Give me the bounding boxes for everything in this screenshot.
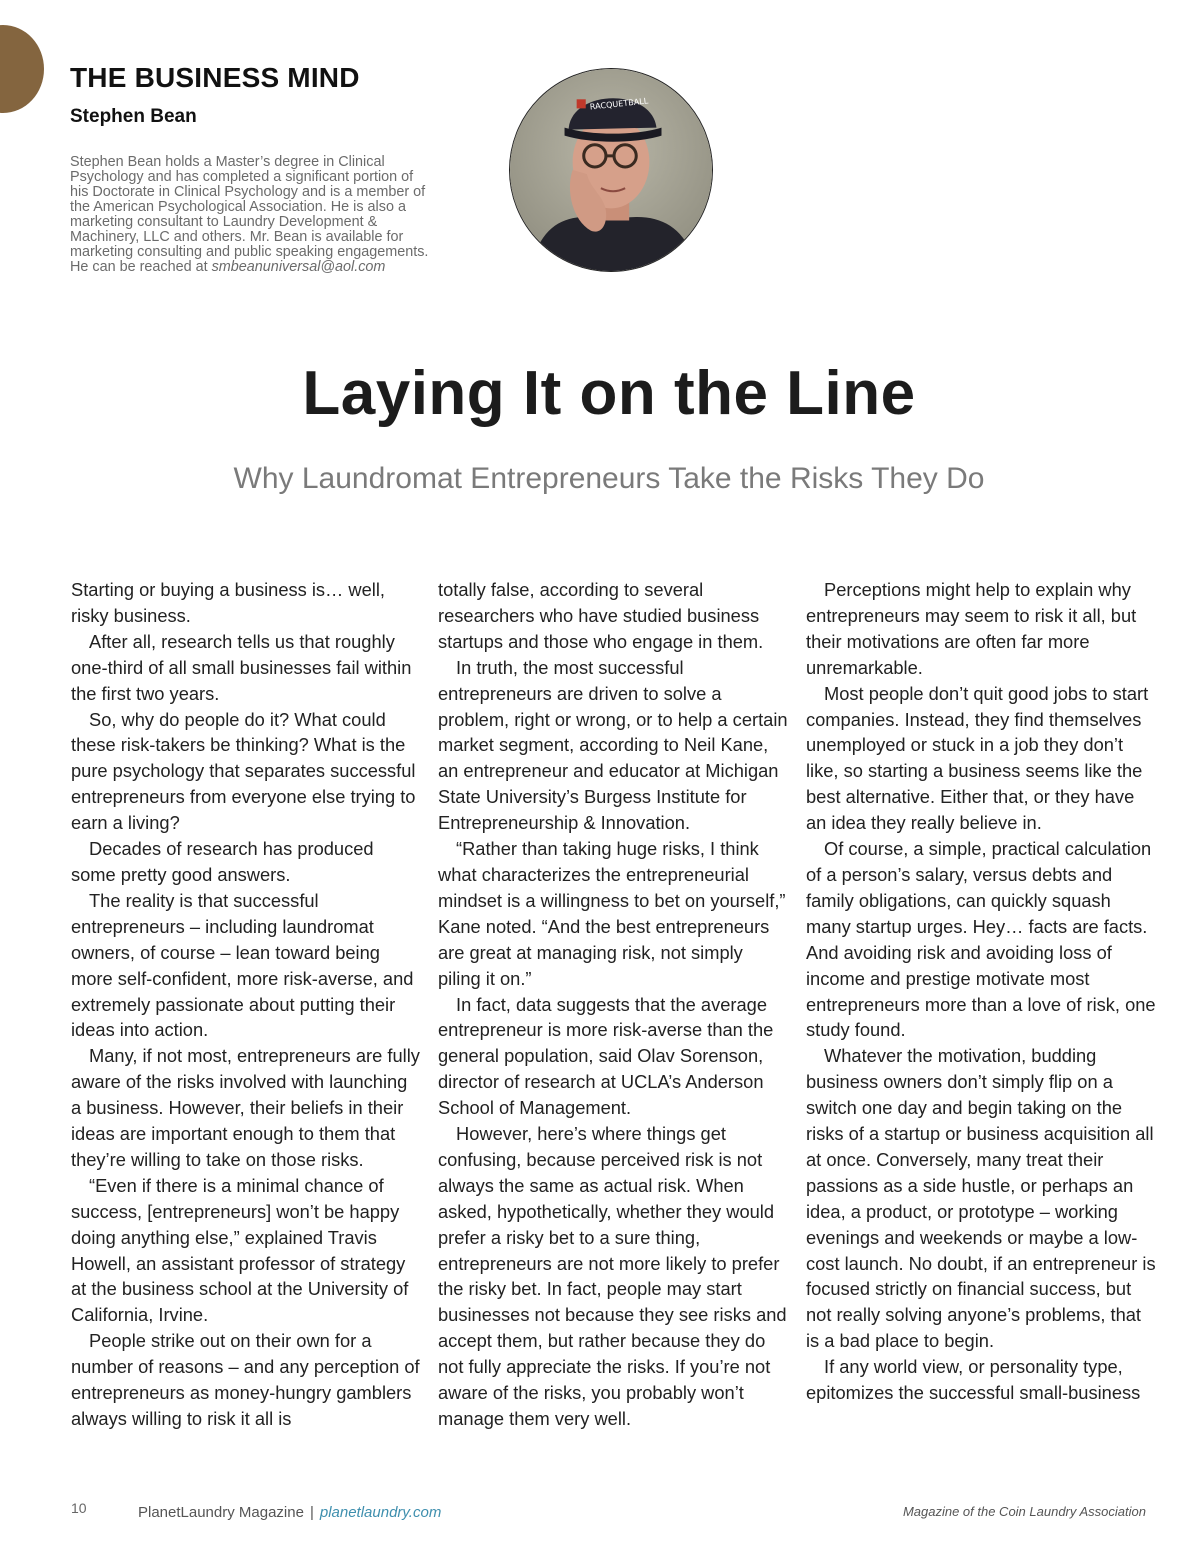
paragraph: Of course, a simple, practical calculation of a person’s salary, versus debts and family obligations, can quickly squash many startup urges. Hey… facts are facts. And avoiding risk and avoiding loss of income and prestige motivate most entrepreneurs more than a love of risk, one study found. (806, 838, 1156, 1041)
section-tab-marker (0, 25, 44, 113)
article-column-1 (71, 577, 421, 1432)
paragraph: Whatever the motivation, budding business owners don’t simply flip on a switch one day and begin taking on the risks of a startup or business acquisition all at once. Conversely, many treat their passions as a side hustle, or perhaps an idea, a product, or prototype – working evenings and weekends or maybe a low-cost launch. No doubt, if an entrepreneur is focused strictly on financial success, but not really solving anyone’s problems, that is a bad place to begin. (806, 1045, 1156, 1352)
paragraph: In truth, the most successful entrepreneurs are driven to solve a problem, right or wrong, or to help a certain market segment, according to Neil Kane, an entrepreneur and educator at Michigan State University’s Burgess Institute for Entrepreneurship & Innovation. (438, 656, 788, 834)
footer-magazine (138, 1504, 441, 1521)
paragraph: Most people don’t quit good jobs to start companies. Instead, they find themselves unemployed or stuck in a job they don’t like, so starting a business seems like the best alternative. Either that, or they have an idea they really believe in. (806, 682, 1149, 834)
paragraph: Many, if not most, entrepreneurs are fully aware of the risks involved with launching a business. However, their beliefs in their ideas are important enough to them that they’re willing to take on those risks. (71, 1045, 420, 1170)
paragraph: If any world view, or personality type, epitomizes the successful small-business (806, 1356, 1141, 1404)
paragraph: Starting or buying a business is… well, risky business. (71, 579, 385, 626)
paragraph: People strike out on their own for a number of reasons – and any perception of entrepreneurs as money-hungry gamblers always willing to risk it all is (71, 1330, 420, 1429)
page-number: 10 (71, 1500, 87, 1516)
paragraph: However, here’s where things get confusing, because perceived risk is not always the same as actual risk. When asked, hypothetically, whether they would prefer a risky bet to a sure thing, entrepreneurs are not more likely to prefer the risky bet. In fact, people may start businesses not because they see risks and accept them, but rather because they do not fully appreciate the risks. If you’re not aware of the risks, you probably won’t manage them very well. (438, 1123, 787, 1429)
paragraph: Decades of research has produced some pretty good answers. (71, 838, 374, 885)
author-bio-text: Stephen Bean holds a Master’s degree in Clinical Psychology and has completed a significant portion of his Doctorate in Clinical Psychology and is a member of the American Psychological Association. He is also a marketing consultant to Laundry Development & Machinery, LLC and others. Mr. Bean is available for marketing consulting and public speaking engagements. He can be reached at (70, 154, 429, 275)
paragraph: In fact, data suggests that the average entrepreneur is more risk-averse than the general population, said Olav Sorenson, director of research at UCLA’s Anderson School of Management. (438, 993, 774, 1119)
article-headline: Laying It on the Line (302, 359, 916, 428)
article-subheadline: Why Laundromat Entrepreneurs Take the Risks They Do (233, 462, 985, 495)
paragraph: So, why do people do it? What could these risk-takers be thinking? What is the pure psychology that separates successful entrepreneurs from everyone else trying to earn a living? (71, 708, 416, 834)
author-name: Stephen Bean (70, 106, 197, 127)
article-column-2 (438, 577, 788, 1432)
footer-separator: | (309, 1504, 314, 1521)
paragraph: The reality is that successful entrepreneurs – including laundromat owners, of course – lean toward being more self-confident, more risk-averse, and extremely passionate about putting their ideas into action. (71, 889, 414, 1041)
column-title: THE BUSINESS MIND (70, 62, 360, 93)
author-bio (70, 155, 430, 275)
footer-association: Magazine of the Coin Laundry Association (902, 1504, 1146, 1519)
article-column-3 (806, 577, 1156, 1406)
paragraph: After all, research tells us that roughly one-third of all small businesses fail within the first two years. (71, 630, 412, 704)
magazine-url-link[interactable]: planetlaundry.com (319, 1504, 442, 1521)
paragraph: “Even if there is a minimal chance of success, [entrepreneurs] won’t be happy doing anything else,” explained Travis Howell, an assistant professor of strategy at the business school at the University of California, Irvine. (71, 1174, 409, 1326)
paragraph: “Rather than taking huge risks, I think what characterizes the entrepreneurial mindset is a willingness to bet on yourself,” Kane noted. “And the best entrepreneurs are great at managing risk, not simply piling it on.” (438, 838, 786, 989)
author-photo (509, 68, 713, 272)
paragraph: Perceptions might help to explain why entrepreneurs may seem to risk it all, but their motivations are often far more unremarkable. (806, 579, 1137, 678)
cap-logo-text: RACQUETBALL (589, 95, 649, 112)
magazine-name: PlanetLaundry Magazine (138, 1504, 304, 1521)
author-email: smbeanuniversal@aol.com (211, 259, 386, 275)
paragraph: totally false, according to several researchers who have studied business startups and those who engage in them. (438, 579, 764, 652)
